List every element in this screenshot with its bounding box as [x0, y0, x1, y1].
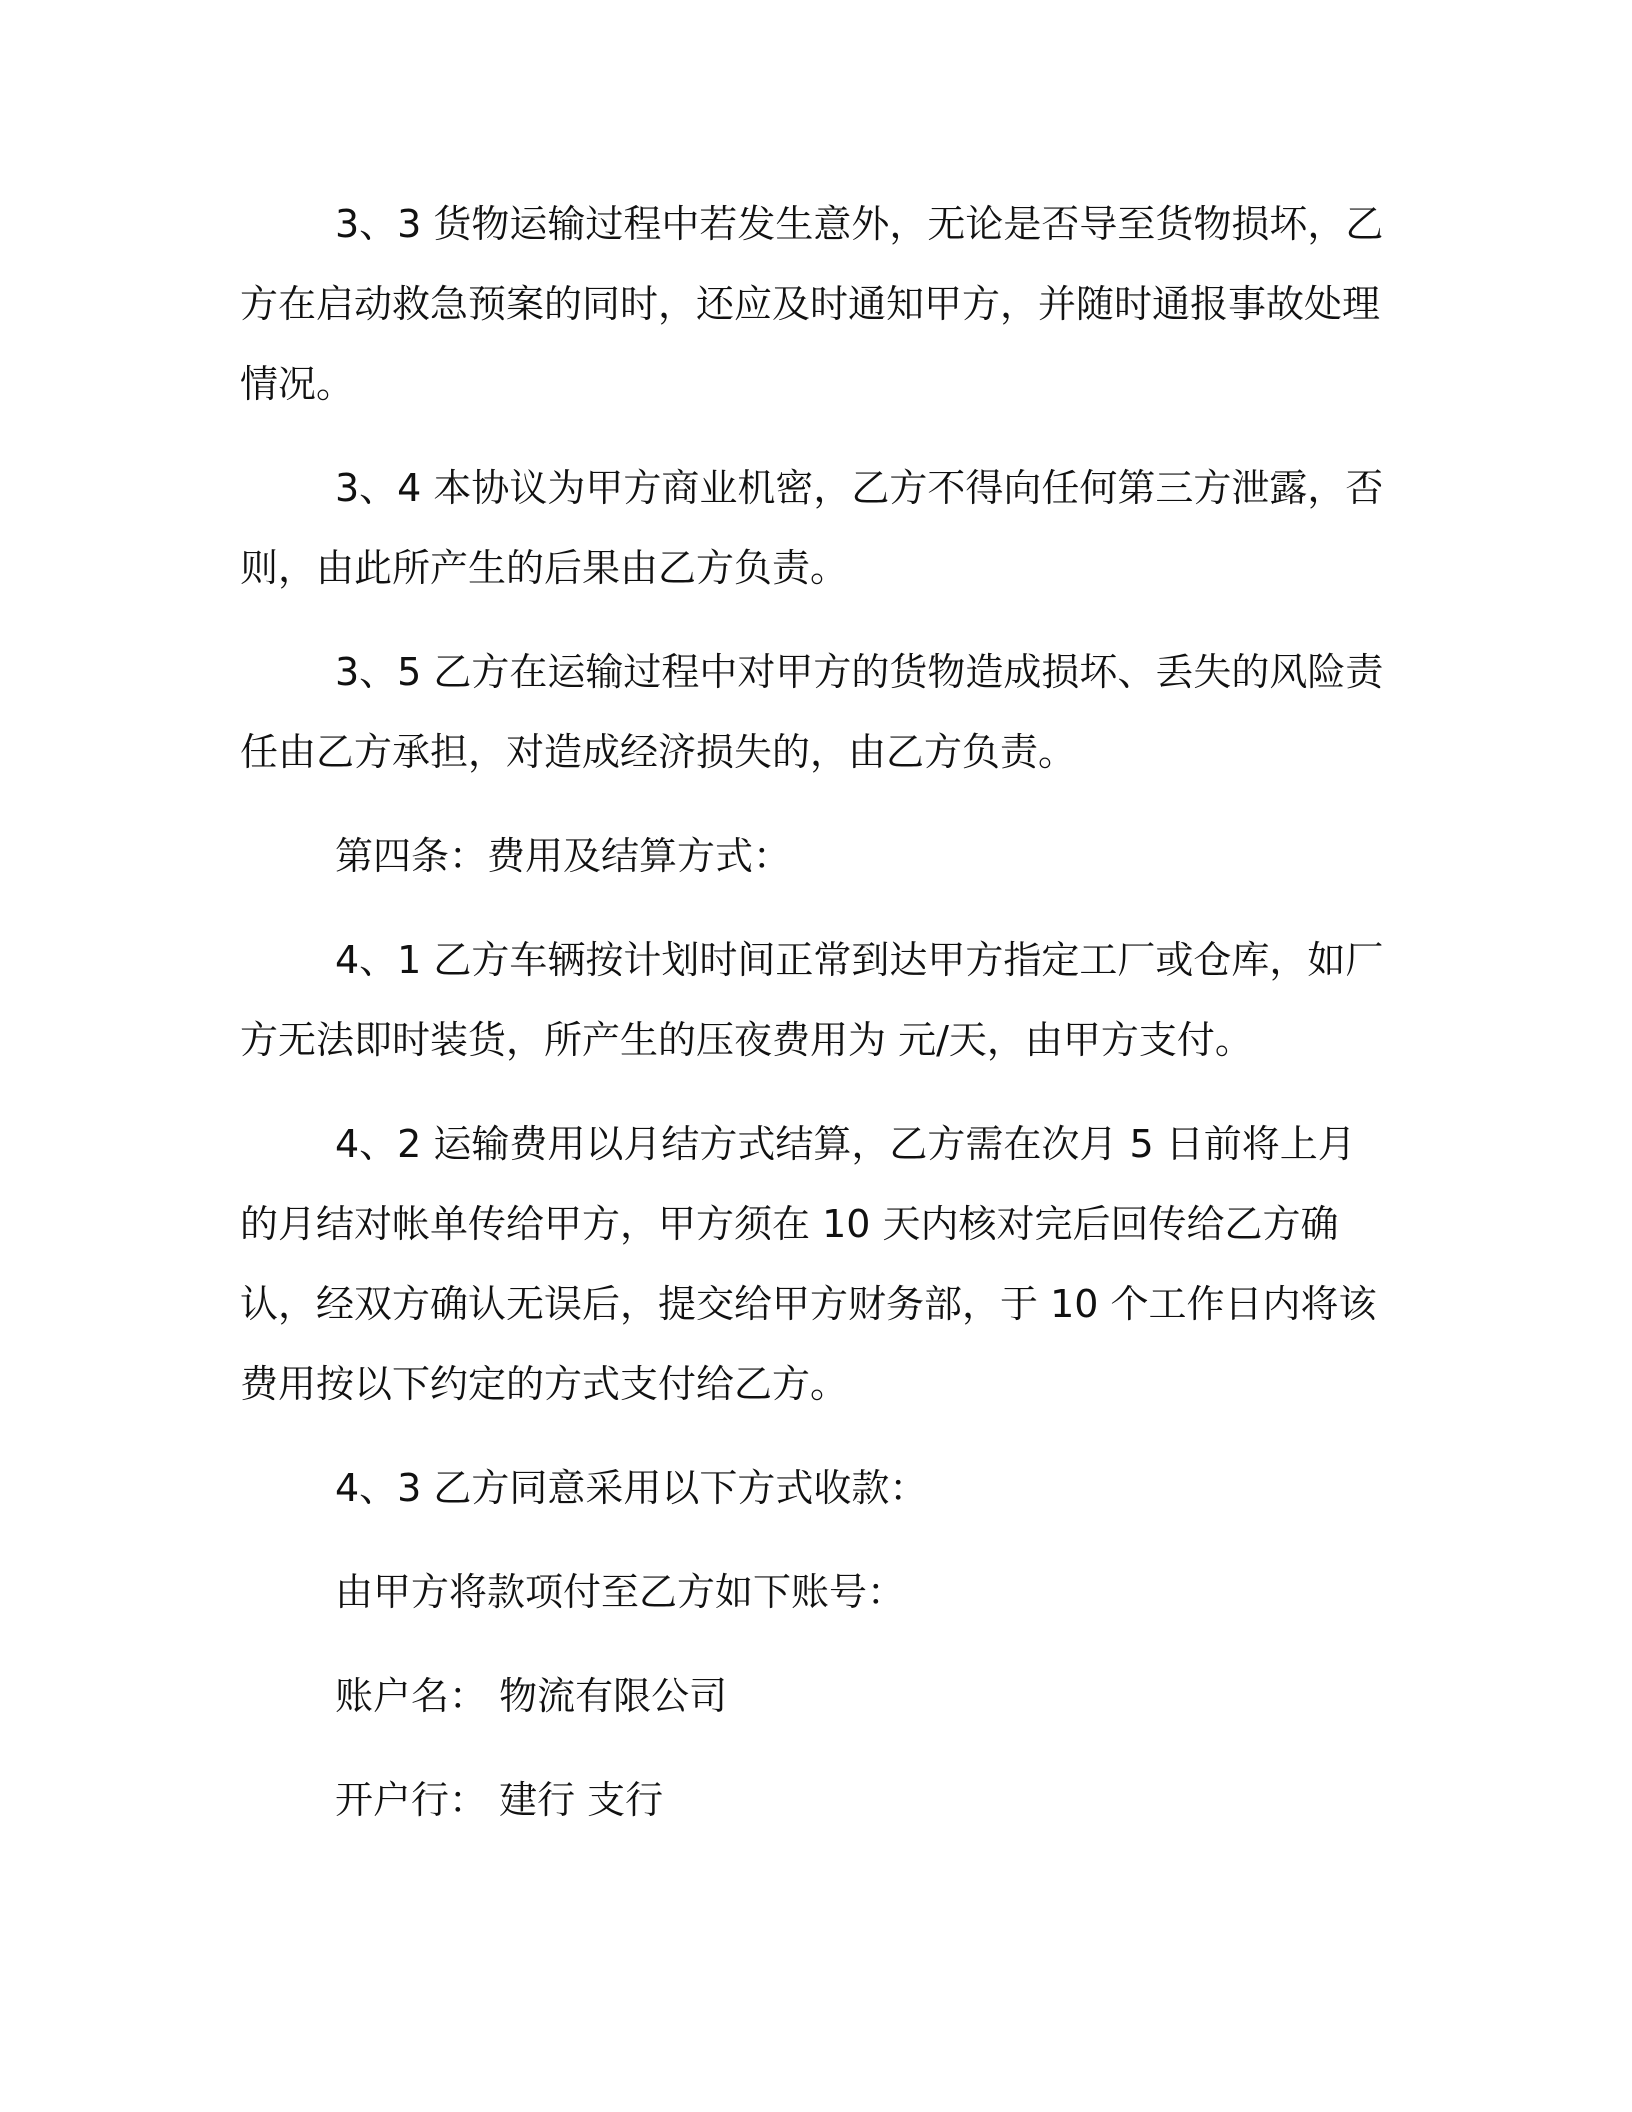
account-name: 账户名： 物流有限公司 — [335, 1674, 728, 1718]
clause-4-3: 4、3 乙方同意采用以下方式收款： — [335, 1466, 928, 1510]
clause-3-5: 3、5 乙方在运输过程中对甲方的货物造成损坏、丢失的风险责任由乙方承担，对造成经济损失的，由乙方负责。 — [240, 650, 1384, 774]
clause-3-3: 3、3 货物运输过程中若发生意外，无论是否导至货物损坏，乙方在启动救急预案的同时，还应及时通知甲方，并随时通报事故处理情况。 — [240, 202, 1384, 406]
clause-4-2: 4、2 运输费用以月结方式结算，乙方需在次月 5 日前将上月的月结对帐单传给甲方，甲方须在 10 天内核对完后回传给乙方确认，经双方确认无误后，提交给甲方财务部，于 10 个工作日内将该费用按以下约定的方式支付给乙方。 — [240, 1122, 1377, 1406]
document-body — [240, 184, 1390, 1840]
bank-name: 开户行： 建行 支行 — [335, 1778, 664, 1822]
article-4-heading: 第四条：费用及结算方式： — [335, 834, 792, 878]
clause-3-4: 3、4 本协议为甲方商业机密，乙方不得向任何第三方泄露，否则，由此所产生的后果由乙方负责。 — [240, 466, 1384, 590]
clause-4-1: 4、1 乙方车辆按计划时间正常到达甲方指定工厂或仓库，如厂方无法即时装货，所产生的压夜费用为 元/天，由甲方支付。 — [240, 938, 1384, 1062]
payment-intro: 由甲方将款项付至乙方如下账号： — [335, 1570, 906, 1614]
